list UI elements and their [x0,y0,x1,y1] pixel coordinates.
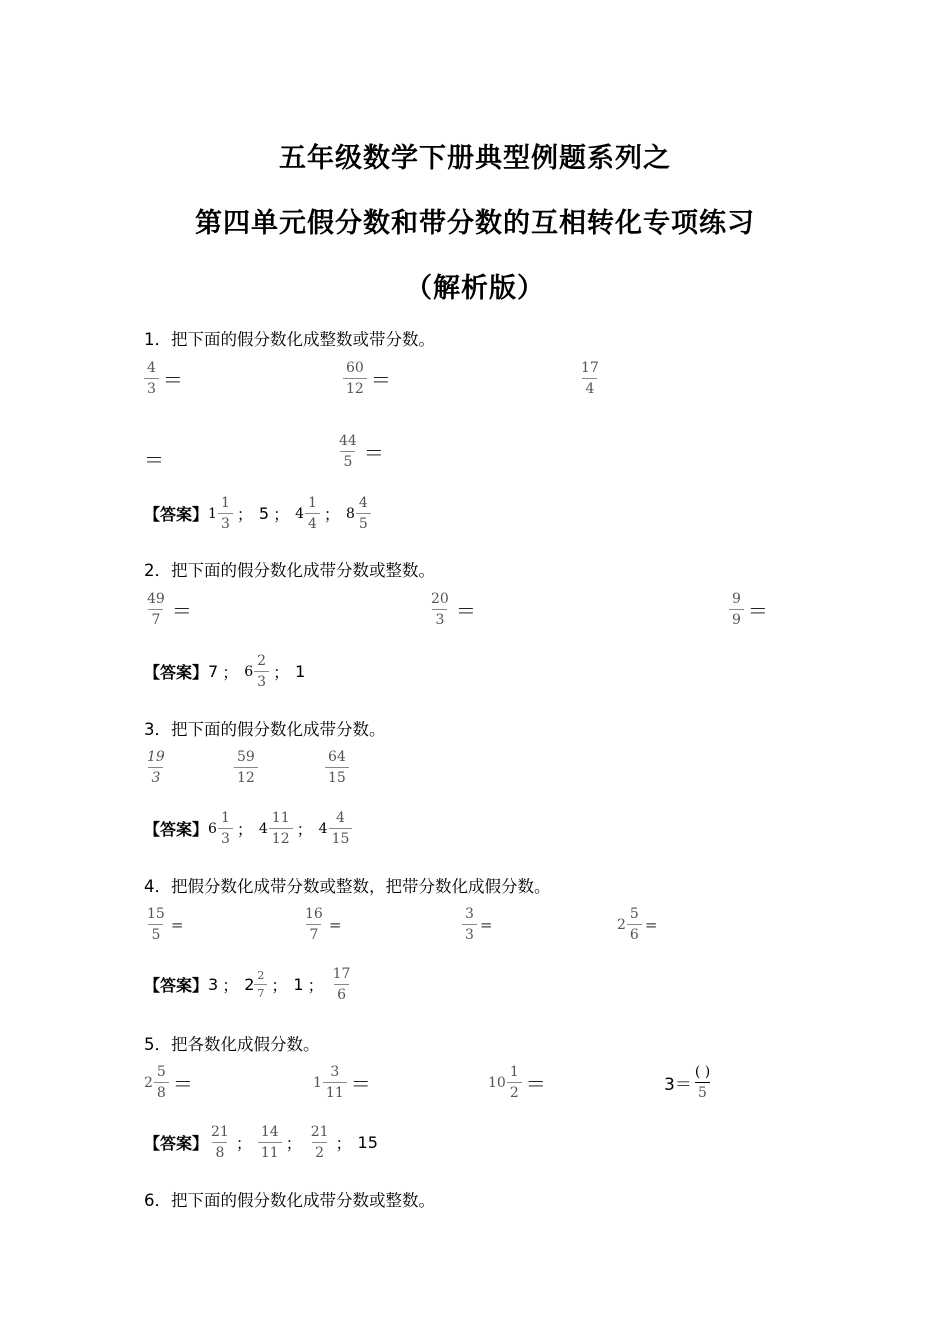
fraction-blank: $\frac{( )}{5}$ [694,1064,711,1101]
q4-item-2: $\frac{16}{7}$ = [302,907,341,942]
fraction: $\frac{19}{3}$ [147,749,165,786]
title-line-3: （解析版） [405,273,545,304]
answer-label: 【答案】 [144,976,209,995]
fraction: $\frac{2}{7}$ [254,970,267,999]
q5-item-4: 3＝ $\frac{( )}{5}$ [664,1065,713,1100]
q1-answer: 【答案】 1 $\frac{1}{3}$ ； 5 ； 4 $\frac{1}{4}$ ； 8 $\frac{4}{5}$ [144,496,371,531]
q3-item-1 [144,750,168,785]
q2-item-1: $\frac{49}{7}$ ＝ [144,592,192,627]
fraction: $\frac{17}{4}$ [581,360,599,397]
q1-item-4: $\frac{44}{5}$ ＝ [336,434,384,469]
fraction: $\frac{59}{12}$ [234,750,258,785]
fraction: $\frac{5}{6}$ [627,907,642,942]
fraction: $\frac{49}{7}$ [147,591,165,628]
q1-item-1: $\frac{4}{3}$ ＝ [144,361,183,396]
q2-answer: 【答案】 7 ； 6 $\frac{2}{3}$ ； 1 [144,653,306,690]
question-6-prompt: 6．把下面的假分数化成带分数或整数。 [144,1191,435,1210]
q1-item-3-equals: ＝ [144,448,164,472]
fraction: $\frac{4}{15}$ [329,811,353,846]
q4-item-1: $\frac{15}{5}$ = [144,907,183,942]
q2-item-2: $\frac{20}{3}$ ＝ [428,592,476,627]
fraction: $\frac{64}{15}$ [325,750,349,785]
q5-item-2: 1 $\frac{3}{11}$ ＝ [313,1064,371,1101]
q3-item-2 [234,750,258,785]
title-line-2: 第四单元假分数和带分数的互相转化专项练习 [195,208,755,239]
question-4-prompt: 4．把假分数化成带分数或整数，把带分数化成假分数。 [144,877,551,896]
question-3-prompt: 3．把下面的假分数化成带分数。 [144,720,386,739]
fraction: $\frac{3}{3}$ [462,907,477,942]
fraction: $\frac{1}{4}$ [305,496,320,531]
title-line-1: 五年级数学下册典型例题系列之 [279,143,671,174]
q1-item-2: $\frac{60}{12}$ ＝ [343,361,391,396]
fraction: $\frac{14}{11}$ [258,1125,282,1160]
q2-item-3: $\frac{9}{9}$ ＝ [729,592,768,627]
fraction: $\frac{3}{11}$ [323,1065,347,1100]
q1-item-3 [578,361,602,396]
fraction: $\frac{21}{8}$ [211,1124,229,1161]
answer-label: 【答案】 [144,663,209,682]
fraction: $\frac{44}{5}$ [339,433,357,470]
q4-item-3: $\frac{3}{3}$ = [462,907,493,942]
q3-item-3 [325,750,349,785]
answer-label: 【答案】 [144,1134,209,1153]
q4-answer: 【答案】 3 ； 2 $\frac{2}{7}$ ； 1 ； $\frac{17}{6}$ [144,967,353,1002]
fraction: $\frac{2}{3}$ [254,654,269,689]
fraction: $\frac{21}{2}$ [310,1124,329,1161]
fraction: $\frac{11}{12}$ [269,811,293,846]
q5-answer: 【答案】 $\frac{21}{8}$ ； $\frac{14}{11}$ ； $\frac{21}{2}$ ； 15 [144,1124,378,1161]
fraction: $\frac{15}{5}$ [147,906,165,943]
fraction: $\frac{4}{3}$ [144,361,159,396]
fraction: $\frac{1}{2}$ [507,1065,522,1100]
fraction: $\frac{1}{3}$ [218,496,233,531]
fraction: $\frac{9}{9}$ [729,592,744,627]
fraction: $\frac{5}{8}$ [154,1065,169,1100]
question-2-prompt: 2．把下面的假分数化成带分数或整数。 [144,561,435,580]
fraction: $\frac{17}{6}$ [332,966,351,1003]
question-1-prompt: 1．把下面的假分数化成整数或带分数。 [144,330,435,349]
q3-answer: 【答案】 6 $\frac{1}{3}$ ； 4 $\frac{11}{12}$ ； 4 $\frac{4}{15}$ [144,811,352,846]
fraction: $\frac{16}{7}$ [305,906,323,943]
answer-label: 【答案】 [144,820,209,839]
q5-item-1: 2 $\frac{5}{8}$ ＝ [144,1064,193,1101]
q5-item-3: 10 $\frac{1}{2}$ ＝ [488,1064,546,1101]
fraction: $\frac{4}{5}$ [356,496,371,531]
answer-label: 【答案】 [144,505,209,524]
question-5-prompt: 5．把各数化成假分数。 [144,1035,320,1054]
fraction: $\frac{60}{12}$ [343,361,367,396]
q4-item-4: 2 $\frac{5}{6}$ = [617,906,658,943]
fraction: $\frac{1}{3}$ [218,811,233,846]
fraction: $\frac{20}{3}$ [431,591,449,628]
